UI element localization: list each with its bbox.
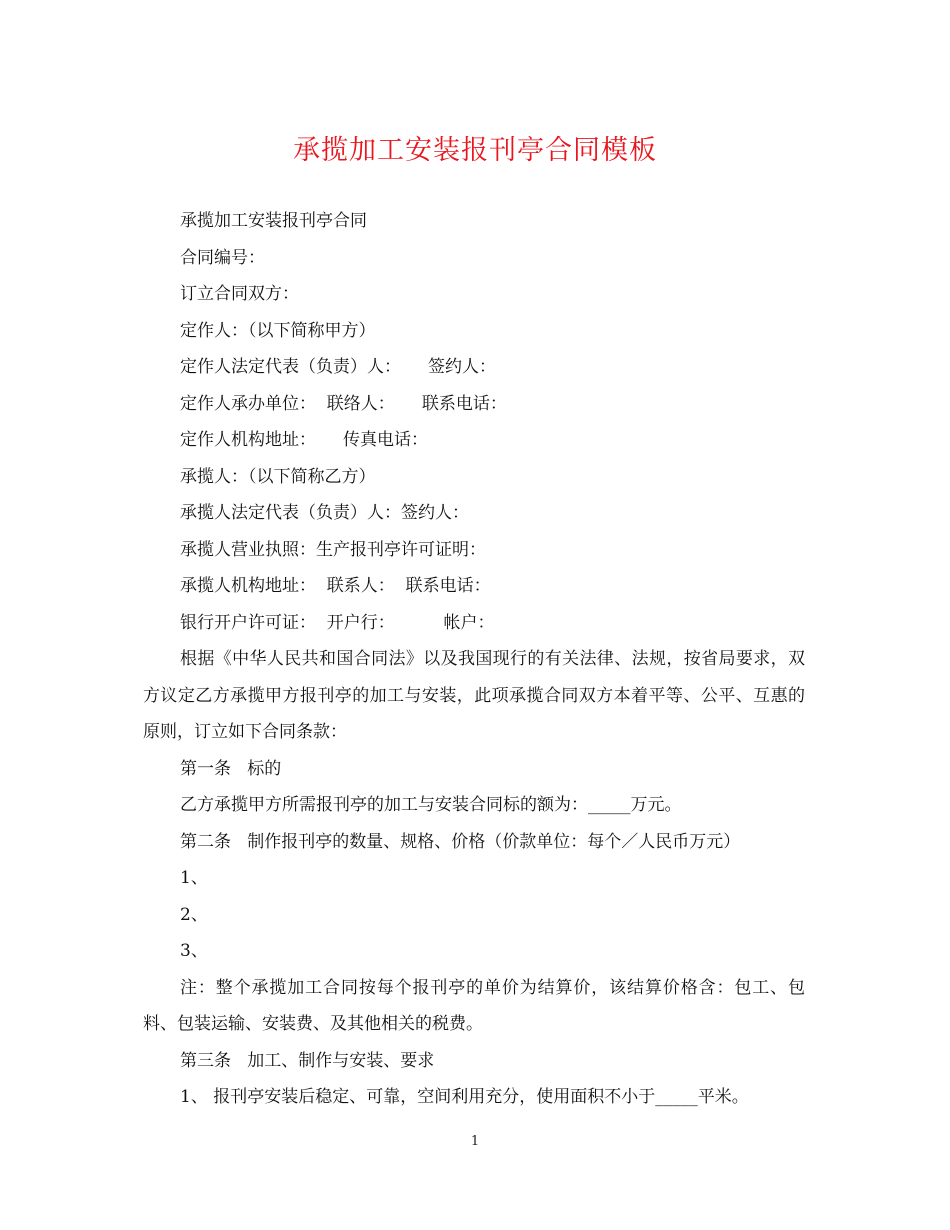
preamble-paragraph: 根据《中华人民共和国合同法》以及我国现行的有关法律、法规，按省局要求，双方议定乙方承揽甲方报刊亭的加工与安装，此项承揽合同双方本着平等、公平、互惠的原则，订立如下合同条款： [143,649,805,742]
article-1-text: 乙方承揽甲方所需报刊亭的加工与安装合同标的额为：_____万元。 [180,795,682,815]
note-paragraph: 注：整个承揽加工合同按每个报刊亭的单价为结算价，该结算价格含：包工、包料、包装运输、安装费、及其他相关的税费。 [143,977,805,1034]
contract-heading: 承揽加工安装报刊亭合同 [180,211,367,231]
page-number: 1 [470,1134,480,1149]
contractor-line: 承揽人：（以下简称乙方） [180,466,376,487]
list-item: 1、 [180,868,208,888]
contractor-representative-line: 承揽人法定代表（负责）人：签约人： [180,503,469,523]
list-item: 3、 [180,941,208,961]
contract-number-line: 合同编号： [180,247,265,268]
orderer-unit-line: 定作人承办单位： 联络人： 联系电话： [180,393,507,414]
contractor-license-line: 承揽人营业执照：生产报刊亭许可证明： [180,539,486,560]
orderer-address-line: 定作人机构地址： 传真电话： [180,430,429,450]
article-3-heading: 第三条 加工、制作与安装、要求 [180,1050,435,1071]
contractor-address-line: 承揽人机构地址： 联系人： 联系电话： [180,576,491,596]
bank-account-line: 银行开户许可证： 开户行： 帐户： [180,612,495,633]
orderer-line: 定作人：（以下简称甲方） [180,320,376,341]
orderer-representative-line: 定作人法定代表（负责）人： 签约人： [180,357,497,377]
list-item: 2、 [180,904,208,925]
article-3-item-1: 1、 报刊亭安装后稳定、可靠，空间利用充分，使用面积不小于_____平米。 [180,1087,749,1107]
document-body [143,203,805,1116]
document-title: 承揽加工安装报刊亭合同模板 [293,135,657,166]
article-1-heading: 第一条 标的 [180,758,282,779]
article-2-heading: 第二条 制作报刊亭的数量、规格、价格（价款单位：每个／人民币万元） [180,831,741,852]
parties-line: 订立合同双方： [180,284,299,304]
